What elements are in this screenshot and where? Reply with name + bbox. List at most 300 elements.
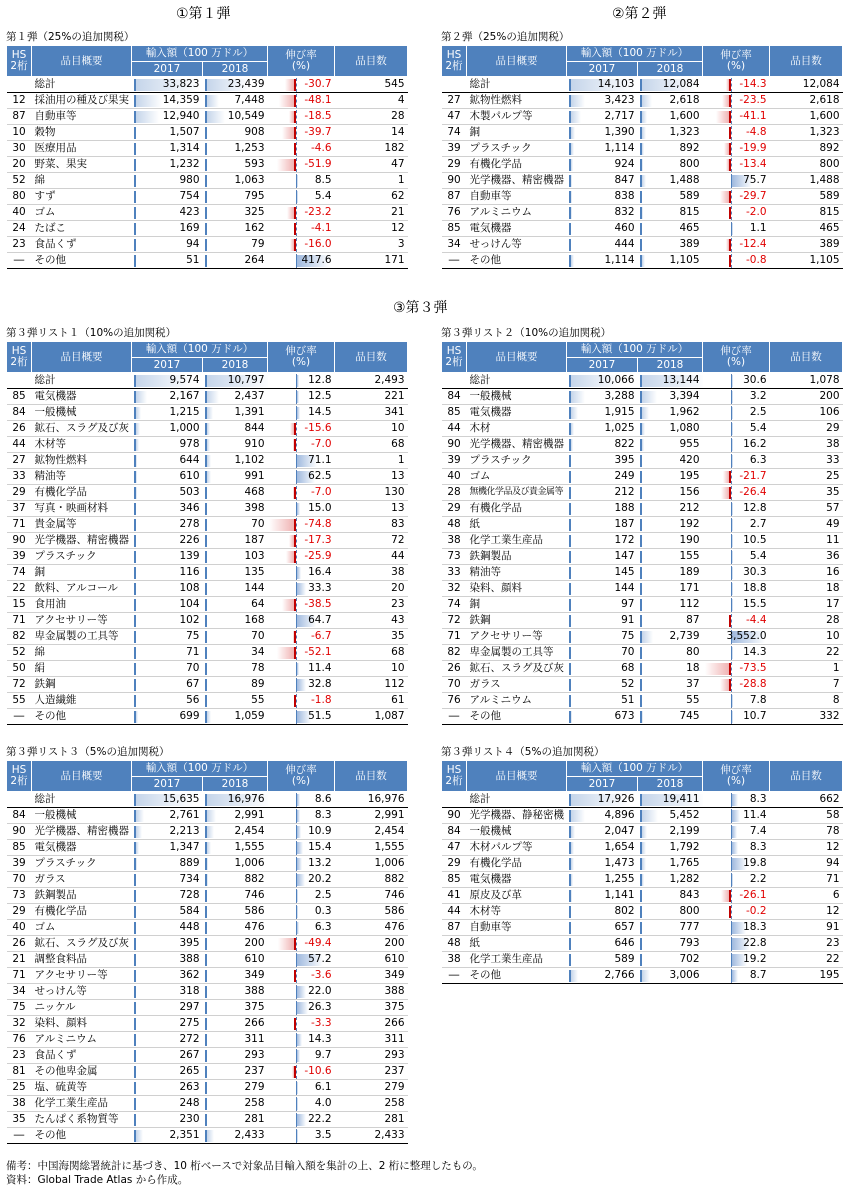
hs-code: 84 (442, 824, 467, 840)
growth-bar (296, 826, 301, 838)
growth-rate (268, 373, 335, 389)
import-value-text: 325 (244, 206, 265, 218)
col-header-2017: 2017 (132, 62, 203, 77)
growth-rate (703, 952, 770, 968)
growth-rate-text: 57.2 (308, 953, 332, 965)
item-name: ゴム (467, 469, 567, 485)
import-value-text: 795 (244, 190, 265, 202)
import-value-text: 589 (614, 953, 635, 965)
table-row (7, 904, 408, 920)
table-row (442, 824, 843, 840)
import-bar (569, 842, 575, 854)
import-value-text: 80 (686, 646, 700, 658)
note-source: 資料：Global Trade Atlas から作成。 (6, 1174, 189, 1186)
item-count: 22 (770, 952, 843, 968)
import-value-2017 (132, 709, 203, 725)
import-value-text: 89 (251, 678, 265, 690)
item-name: 木材等 (32, 437, 132, 453)
import-bar (134, 1050, 136, 1062)
growth-rate-text: 20.2 (308, 873, 332, 885)
import-bar (134, 127, 137, 139)
item-name: 紙 (467, 936, 567, 952)
item-count: 815 (770, 205, 843, 221)
item-count: 13 (335, 469, 408, 485)
growth-rate (268, 253, 335, 269)
growth-axis (296, 94, 297, 108)
growth-rate-text: 1.1 (749, 222, 767, 234)
growth-rate (268, 1000, 335, 1016)
item-count: 10 (770, 629, 843, 645)
growth-rate (703, 421, 770, 437)
growth-bar (296, 375, 300, 387)
import-value-2018 (203, 517, 268, 533)
import-bar (205, 599, 207, 611)
import-bar (205, 826, 215, 838)
import-value-2017 (132, 1016, 203, 1032)
table-row (7, 968, 408, 984)
item-count: 18 (770, 581, 843, 597)
growth-rate-text: -7.0 (311, 438, 332, 450)
col-header-hs: HS 2桁 (442, 342, 467, 373)
item-name: 有機化学品 (467, 501, 567, 517)
item-count: 78 (770, 824, 843, 840)
item-count: 465 (770, 221, 843, 237)
import-bar (134, 567, 136, 579)
hs-code: 38 (442, 952, 467, 968)
growth-rate-text: -16.0 (304, 238, 332, 250)
item-name: 光学機器、精密機器 (32, 824, 132, 840)
item-count: 13 (335, 501, 408, 517)
import-value-text: 91 (621, 614, 635, 626)
import-bar (640, 970, 650, 982)
total-row (442, 77, 843, 93)
col-header-2018: 2018 (638, 777, 703, 792)
import-value-2018 (638, 501, 703, 517)
import-value-text: 978 (179, 438, 200, 450)
import-value-2017 (132, 613, 203, 629)
item-name: 総計 (32, 77, 132, 93)
import-bar (134, 471, 138, 483)
growth-axis (296, 1017, 297, 1031)
import-value-2017 (132, 872, 203, 888)
item-count: 1,488 (770, 173, 843, 189)
item-count: 10 (335, 421, 408, 437)
data-table (6, 341, 408, 725)
item-name: 野菜、果実 (32, 157, 132, 173)
item-name: 自動車等 (467, 920, 567, 936)
table-row (442, 533, 843, 549)
growth-rate-text: -18.5 (304, 110, 332, 122)
col-header-2018: 2018 (203, 358, 268, 373)
item-name: 飲料、アルコール (32, 581, 132, 597)
table-row (442, 485, 843, 501)
item-count: 6 (770, 888, 843, 904)
growth-bar (731, 423, 733, 435)
col-header-name: 品目概要 (467, 46, 567, 77)
item-count: 2,991 (335, 808, 408, 824)
import-value-text: 1,507 (169, 126, 200, 138)
import-value-2017 (567, 840, 638, 856)
growth-rate (268, 221, 335, 237)
table-title: 第３弾リスト２（10%の追加関税） (441, 327, 612, 339)
item-name: 有機化学品 (32, 485, 132, 501)
data-table (441, 341, 843, 725)
import-value-text: 1,025 (604, 422, 635, 434)
import-value-text: 237 (244, 1065, 265, 1077)
import-value-text: 1,114 (604, 254, 635, 266)
item-count: 882 (335, 872, 408, 888)
growth-rate-text: 14.5 (308, 406, 332, 418)
import-value-2017 (567, 469, 638, 485)
item-count: 4 (335, 93, 408, 109)
item-count: 33 (770, 453, 843, 469)
growth-axis (296, 142, 297, 156)
import-bar (205, 1098, 207, 1110)
table-row (442, 629, 843, 645)
import-value-2018 (638, 888, 703, 904)
hs-code: 29 (442, 501, 467, 517)
import-bar (134, 711, 138, 723)
growth-rate (268, 485, 335, 501)
import-bar (205, 890, 208, 902)
item-count: 94 (770, 856, 843, 872)
table-row (7, 661, 408, 677)
table-row (7, 888, 408, 904)
import-value-text: 71 (186, 646, 200, 658)
item-name: 採油用の種及び果実 (32, 93, 132, 109)
hs-code: 82 (7, 629, 32, 645)
import-value-2017 (132, 936, 203, 952)
import-value-2018 (203, 661, 268, 677)
import-bar (569, 391, 586, 403)
import-value-text: 398 (244, 502, 265, 514)
growth-bar (731, 519, 733, 531)
growth-rate-text: 18.3 (743, 921, 767, 933)
item-count: 38 (770, 437, 843, 453)
hs-code: 85 (442, 872, 467, 888)
import-value-2018 (203, 792, 268, 808)
import-value-2018 (203, 645, 268, 661)
growth-rate (268, 1080, 335, 1096)
col-header-imports: 輸入額（100 万ドル） (567, 342, 703, 358)
import-bar (569, 890, 573, 902)
import-bar (134, 1098, 136, 1110)
import-value-2018 (638, 237, 703, 253)
import-value-text: 12,940 (162, 110, 200, 122)
hs-code (7, 373, 32, 389)
item-name: 精油等 (32, 469, 132, 485)
col-header-2018: 2018 (638, 358, 703, 373)
total-row (7, 373, 408, 389)
table-row (7, 501, 408, 517)
col-header-count: 品目数 (335, 46, 408, 77)
growth-axis (731, 678, 732, 692)
item-count: 1 (770, 661, 843, 677)
import-value-2017 (567, 205, 638, 221)
table-row (7, 581, 408, 597)
import-value-2017 (132, 693, 203, 709)
growth-bar (296, 858, 302, 870)
import-bar (134, 1082, 136, 1094)
item-name: 食用油 (32, 597, 132, 613)
growth-axis (296, 110, 297, 124)
item-name: 一般機械 (467, 824, 567, 840)
growth-axis (731, 110, 732, 124)
growth-rate-text: 5.4 (314, 190, 332, 202)
import-value-text: 1,141 (604, 889, 635, 901)
import-value-2018 (638, 221, 703, 237)
import-bar (134, 1034, 136, 1046)
import-value-2018 (203, 205, 268, 221)
import-value-2018 (203, 856, 268, 872)
import-value-text: 1,314 (169, 142, 200, 154)
table-row (7, 629, 408, 645)
growth-rate-text: -39.7 (304, 126, 332, 138)
growth-bar (296, 583, 306, 595)
item-count: 610 (335, 952, 408, 968)
hs-code: 41 (442, 888, 467, 904)
import-value-2018 (203, 109, 268, 125)
growth-bar (292, 1066, 296, 1078)
item-count: 200 (335, 936, 408, 952)
item-count: 72 (335, 533, 408, 549)
import-value-text: 3,006 (669, 969, 700, 981)
import-value-text: 67 (186, 678, 200, 690)
import-value-2017 (132, 888, 203, 904)
table-row (442, 565, 843, 581)
growth-rate-text: 10.5 (743, 534, 767, 546)
growth-bar (296, 663, 300, 675)
import-value-2017 (132, 1048, 203, 1064)
growth-axis (731, 142, 732, 156)
section-title-1: ①第１弾 (176, 6, 231, 22)
import-bar (134, 175, 136, 187)
import-value-2017 (132, 597, 203, 613)
growth-rate (703, 373, 770, 389)
import-value-text: 586 (244, 905, 265, 917)
col-header-growth: 伸び率 (%) (268, 761, 335, 792)
import-value-2018 (203, 936, 268, 952)
hs-code: 23 (7, 237, 32, 253)
growth-bar (726, 239, 730, 251)
import-bar (205, 1082, 207, 1094)
growth-rate-text: 62.5 (308, 470, 332, 482)
import-bar (134, 503, 136, 515)
item-count: 8 (770, 693, 843, 709)
import-value-2017 (132, 405, 203, 421)
import-value-2017 (132, 549, 203, 565)
growth-rate (703, 888, 770, 904)
import-value-2017 (132, 565, 203, 581)
import-value-2018 (203, 629, 268, 645)
import-value-text: 1,102 (234, 454, 265, 466)
import-value-text: 17,926 (597, 793, 635, 805)
growth-rate-text: 26.3 (308, 1001, 332, 1013)
import-value-text: 135 (244, 566, 265, 578)
import-value-text: 2,739 (669, 630, 700, 642)
import-value-2017 (567, 709, 638, 725)
import-value-text: 1,063 (234, 174, 265, 186)
import-value-text: 200 (244, 937, 265, 949)
item-count: 800 (770, 157, 843, 173)
growth-rate (268, 1128, 335, 1144)
col-header-hs: HS 2桁 (7, 342, 32, 373)
item-count: 341 (335, 405, 408, 421)
hs-code: 90 (7, 533, 32, 549)
growth-rate (268, 157, 335, 173)
hs-code: 73 (442, 549, 467, 565)
item-name: 貴金属等 (32, 517, 132, 533)
growth-axis (296, 438, 297, 452)
growth-rate (268, 237, 335, 253)
import-value-2017 (567, 173, 638, 189)
hs-code: 84 (7, 405, 32, 421)
growth-rate (703, 613, 770, 629)
import-value-2017 (132, 453, 203, 469)
hs-code: 39 (442, 141, 467, 157)
table-row (7, 453, 408, 469)
import-value-text: 476 (244, 921, 265, 933)
import-value-2017 (132, 109, 203, 125)
growth-rate-text: -12.4 (739, 238, 767, 250)
import-value-2017 (567, 581, 638, 597)
growth-rate-text: 4.0 (314, 1097, 332, 1109)
growth-rate-text: -17.3 (304, 534, 332, 546)
col-header-count: 品目数 (335, 342, 408, 373)
table-row (7, 677, 408, 693)
import-value-text: 51 (621, 694, 635, 706)
hs-code: 23 (7, 1048, 32, 1064)
import-value-2018 (638, 709, 703, 725)
table-row (7, 237, 408, 253)
growth-axis (296, 1065, 297, 1079)
import-bar (640, 519, 642, 531)
growth-rate-text: -51.9 (304, 158, 332, 170)
import-value-text: 51 (186, 254, 200, 266)
growth-rate (703, 485, 770, 501)
hs-code: 48 (442, 936, 467, 952)
growth-axis (731, 78, 732, 92)
import-bar (640, 874, 644, 886)
import-value-text: 169 (179, 222, 200, 234)
table-row (7, 221, 408, 237)
import-value-text: 1,347 (169, 841, 200, 853)
import-value-text: 1,391 (234, 406, 265, 418)
import-value-text: 187 (244, 534, 265, 546)
import-value-text: 1,282 (669, 873, 700, 885)
import-value-2018 (203, 405, 268, 421)
table-title: 第３弾リスト３（5%の追加関税） (6, 746, 170, 758)
item-name: 電気機器 (467, 872, 567, 888)
import-value-2018 (638, 808, 703, 824)
col-header-name: 品目概要 (32, 342, 132, 373)
import-value-text: 212 (614, 486, 635, 498)
import-bar (569, 567, 571, 579)
growth-rate (703, 125, 770, 141)
item-name: 銅 (467, 125, 567, 141)
import-value-text: 64 (251, 598, 265, 610)
item-name: 木材等 (467, 904, 567, 920)
import-value-text: 2,437 (234, 390, 265, 402)
growth-rate (703, 920, 770, 936)
import-value-text: 745 (679, 710, 700, 722)
import-bar (205, 95, 220, 107)
import-value-2018 (203, 157, 268, 173)
import-value-2017 (132, 501, 203, 517)
import-bar (205, 858, 209, 870)
item-count: 7 (770, 677, 843, 693)
growth-bar (720, 679, 730, 691)
hs-code: ― (442, 253, 467, 269)
import-value-text: 389 (679, 238, 700, 250)
growth-rate-text: 8.7 (749, 969, 767, 981)
import-value-2018 (203, 1016, 268, 1032)
item-count: 35 (770, 485, 843, 501)
growth-bar (294, 143, 296, 155)
item-count: 38 (335, 565, 408, 581)
growth-rate-text: -3.3 (311, 1017, 332, 1029)
import-value-2017 (132, 437, 203, 453)
import-bar (205, 1114, 207, 1126)
item-count: 589 (770, 189, 843, 205)
hs-code: 52 (7, 173, 32, 189)
item-count: 21 (335, 205, 408, 221)
col-header-imports: 輸入額（100 万ドル） (132, 342, 268, 358)
import-value-2017 (567, 501, 638, 517)
growth-rate-text: 15.4 (308, 841, 332, 853)
import-bar (134, 890, 137, 902)
growth-bar (731, 599, 733, 611)
hs-code: 24 (7, 221, 32, 237)
item-name: 染料、顔料 (467, 581, 567, 597)
growth-rate-text: 19.2 (743, 953, 767, 965)
growth-bar (721, 487, 730, 499)
growth-axis (731, 905, 732, 919)
table-row (442, 141, 843, 157)
import-value-text: 265 (179, 1065, 200, 1077)
item-count: 1,600 (770, 109, 843, 125)
growth-rate-text: 75.7 (743, 174, 767, 186)
hs-code: 55 (7, 693, 32, 709)
table-row (7, 1048, 408, 1064)
import-value-2018 (203, 984, 268, 1000)
import-value-text: 702 (679, 953, 700, 965)
import-bar (205, 954, 207, 966)
import-value-2017 (132, 1112, 203, 1128)
table-row (442, 645, 843, 661)
import-value-2017 (567, 437, 638, 453)
import-bar (569, 519, 571, 531)
growth-rate (703, 517, 770, 533)
growth-rate-text: 16.4 (308, 566, 332, 578)
table-row (7, 157, 408, 173)
import-value-2018 (638, 661, 703, 677)
import-value-text: 1,962 (669, 406, 700, 418)
hs-code: 76 (442, 205, 467, 221)
import-value-text: 55 (251, 694, 265, 706)
import-bar (134, 239, 136, 251)
hs-code: 12 (7, 93, 32, 109)
growth-rate-text: 19.8 (743, 857, 767, 869)
import-value-2018 (638, 936, 703, 952)
import-bar (640, 423, 645, 435)
table-row (7, 173, 408, 189)
growth-bar (296, 1130, 298, 1142)
import-value-2017 (132, 1080, 203, 1096)
item-count: 28 (335, 109, 408, 125)
growth-rate-text: 9.7 (314, 1049, 332, 1061)
import-bar (569, 455, 571, 467)
